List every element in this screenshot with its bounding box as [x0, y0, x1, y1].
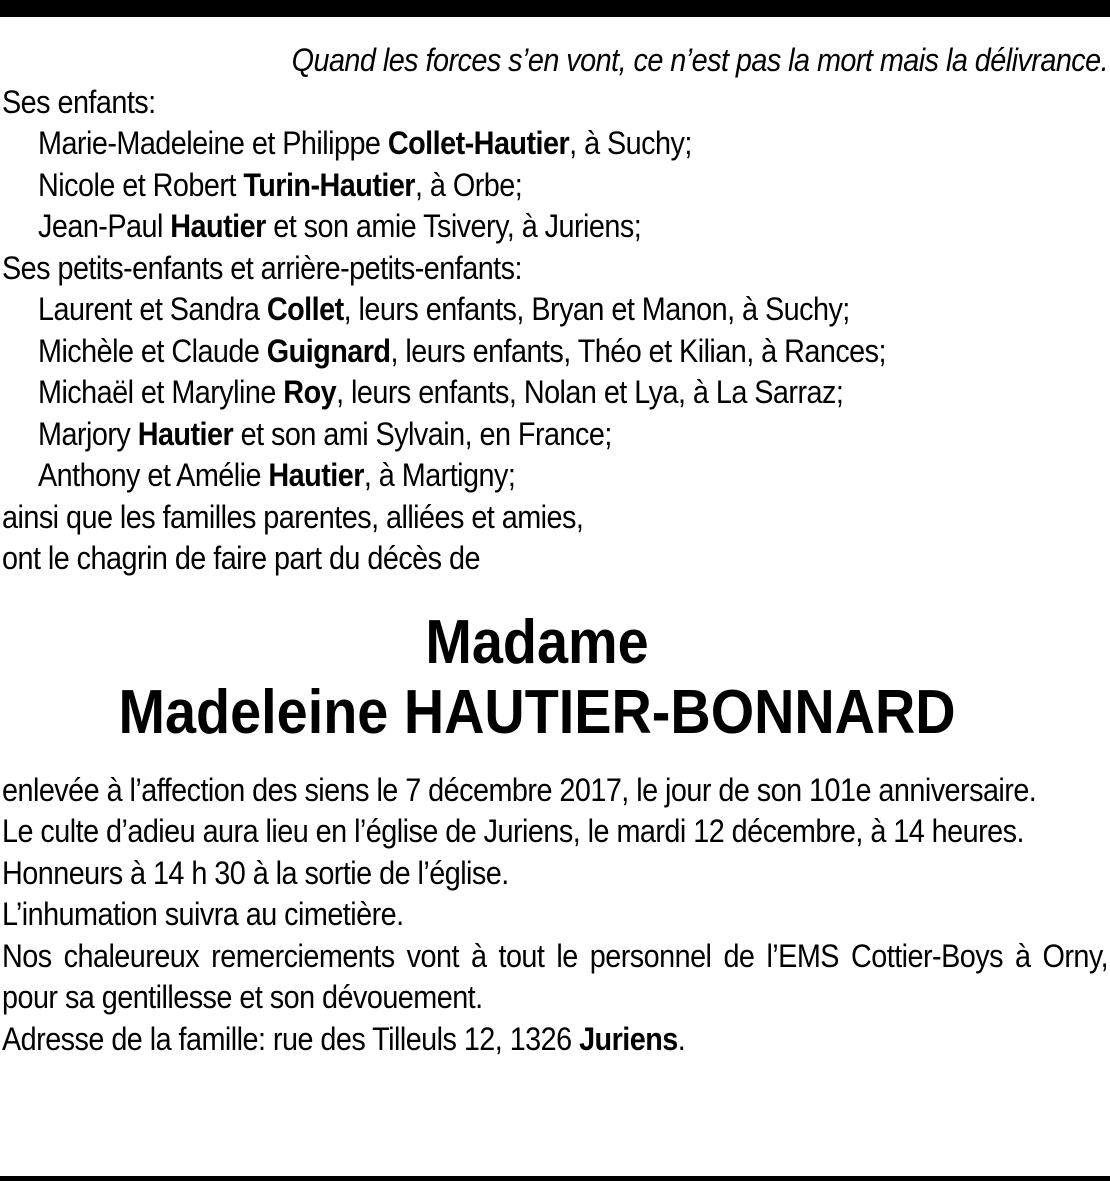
grandchild-entry-surname: Collet: [266, 291, 344, 327]
grandchild-entry-prefix: Laurent et Sandra: [38, 291, 267, 327]
grandchild-entry-prefix: Michaël et Maryline: [38, 374, 284, 410]
paragraph-thanks: Nos chaleureux remerciements vont à tout le personnel de l’EMS Cottier-Boys à Orny, pour sa gentillesse et son dévouement.: [2, 937, 1109, 1015]
grandchild-entry-suffix: et son ami Sylvain, en France;: [233, 415, 612, 452]
child-entry: [2, 123, 1108, 165]
bottom-rule: [0, 1176, 1110, 1181]
deceased-heading: [2, 608, 1108, 748]
obituary-notice: [2, 40, 1109, 1060]
child-entry-prefix: Nicole et Robert: [38, 166, 244, 203]
child-entry-surname: Collet-Hautier: [387, 125, 570, 161]
grandchild-entry-surname: Guignard: [266, 332, 391, 369]
grandchild-entry-surname: Roy: [283, 374, 337, 410]
grandchild-entry: [2, 331, 1108, 373]
grandchild-entry: [2, 372, 1108, 414]
paragraph-death-date: enlevée à l’affection des siens le 7 décembre 2017, le jour de son 101e anniversaire.: [2, 771, 1037, 808]
grandchild-entry-prefix: Michèle et Claude: [38, 332, 267, 369]
grandchild-entry: [2, 414, 1108, 456]
grandchild-entry-suffix: , leurs enfants, Bryan et Manon, à Suchy;: [343, 291, 850, 327]
child-entry-surname: Hautier: [170, 208, 266, 244]
grandchild-entry: [2, 455, 1108, 497]
grandchild-entry: [2, 289, 1108, 331]
grandchild-entry-surname: Hautier: [137, 415, 234, 452]
address-town: Juriens: [579, 1020, 678, 1057]
epigraph-quote: Quand les forces s’en vont, ce n’est pas la mort mais la délivrance.: [291, 42, 1109, 78]
grandchild-entry-suffix: , leurs enfants, Théo et Kilian, à Rances;: [390, 332, 886, 369]
paragraph-service: Le culte d’adieu aura lieu en l’église de Juriens, le mardi 12 décembre, à 14 heures.: [2, 813, 1024, 849]
child-entry-suffix: , à Orbe;: [414, 166, 523, 203]
children-heading: Ses enfants:: [2, 83, 156, 120]
paragraph-honours: Honneurs à 14 h 30 à la sortie de l’église.: [2, 854, 509, 891]
paragraph-burial: L’inhumation suivra au cimetière.: [2, 896, 404, 932]
child-entry-prefix: Marie-Madeleine et Philippe: [38, 125, 388, 161]
child-entry-suffix: , à Suchy;: [569, 125, 692, 161]
grandchild-entry-prefix: Marjory: [38, 415, 138, 452]
announcement-line: ont le chagrin de faire part du décès de: [2, 540, 480, 576]
child-entry: [2, 165, 1108, 207]
grandchild-entry-suffix: , à Martigny;: [363, 457, 516, 493]
child-entry-suffix: et son amie Tsivery, à Juriens;: [265, 208, 642, 244]
address-suffix: .: [677, 1020, 686, 1057]
child-entry-surname: Turin-Hautier: [243, 166, 415, 203]
deceased-name: Madeleine HAUTIER-BONNARD: [118, 677, 956, 747]
grandchild-entry-surname: Hautier: [268, 457, 364, 493]
grandchild-entry-suffix: , leurs enfants, Nolan et Lya, à La Sarraz;: [336, 374, 844, 410]
top-rule: [0, 0, 1110, 17]
child-entry-prefix: Jean-Paul: [38, 208, 171, 244]
families-line: ainsi que les familles parentes, alliées et amies,: [2, 498, 584, 535]
child-entry: [2, 206, 1108, 248]
deceased-title: Madame: [425, 607, 649, 677]
grandchildren-heading: Ses petits-enfants et arrière-petits-enfants:: [2, 249, 522, 286]
address-text: Adresse de la famille: rue des Tilleuls 12, 1326: [2, 1020, 580, 1057]
family-address: [2, 1019, 1108, 1061]
grandchild-entry-prefix: Anthony et Amélie: [38, 457, 269, 493]
